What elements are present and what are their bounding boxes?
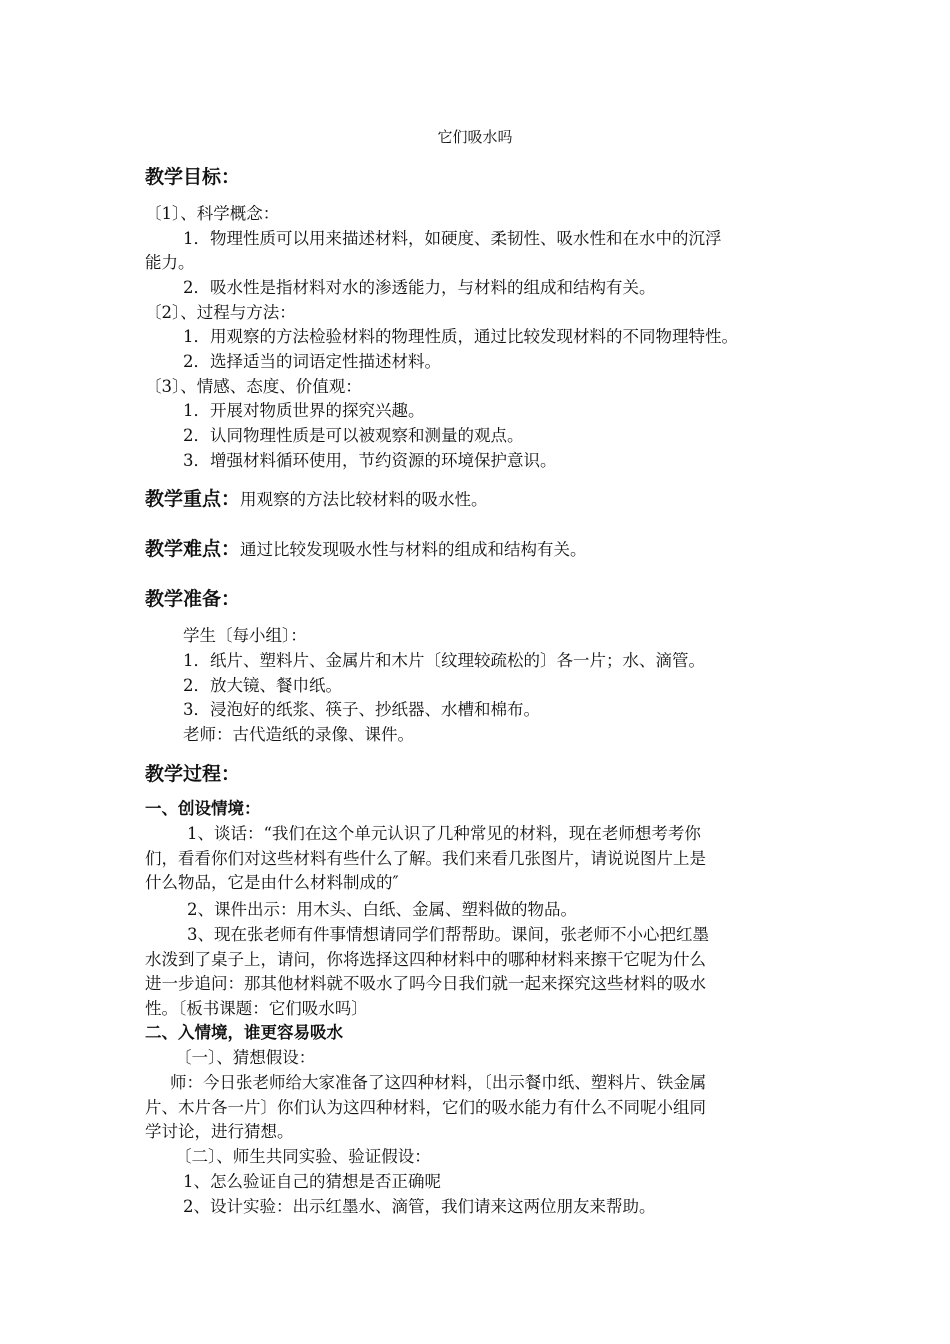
difficulty-label: 教学难点： xyxy=(145,538,241,560)
part1-p1-line1: 1、谈话：“我们在这个单元认识了几种常见的材料，现在老师想考考你 xyxy=(187,824,701,843)
part2-t1-line2: 片、木片各一片〕你们认为这四种材料，它们的吸水能力有什么不同呢小组同 xyxy=(145,1098,706,1117)
objective-section-3: 〔3〕、情感、态度、价值观： xyxy=(145,377,362,396)
part2-v1: 1、怎么验证自己的猜想是否正确呢 xyxy=(183,1172,441,1191)
part1-p3-line3: 进一步追问：那其他材料就不吸水了吗今日我们就一起来探究这些材料的吸水 xyxy=(145,974,706,993)
part2-t1-line1: 师：今日张老师给大家准备了这四种材料，〔出示餐巾纸、塑料片、铁金属 xyxy=(170,1073,707,1092)
objectives-heading: 教学目标： xyxy=(145,166,241,188)
part1-p1-line3: 什么物品，它是由什么材料制成的″ xyxy=(145,873,399,892)
part2-v2: 2、设计实验：出示红墨水、滴管，我们请来这两位朋友来帮助。 xyxy=(183,1197,656,1216)
difficulty-text: 通过比较发现吸水性与材料的组成和结构有关。 xyxy=(240,540,587,559)
preparation-students: 学生〔每小组〕： xyxy=(183,626,307,645)
focus-line xyxy=(145,486,488,513)
focus-text: 用观察的方法比较材料的吸水性。 xyxy=(240,490,488,509)
part2-heading: 二、入情境，谁更容易吸水 xyxy=(145,1023,343,1042)
part2-t1-line3: 学讨论，进行猜想。 xyxy=(145,1122,294,1141)
focus-label: 教学重点： xyxy=(145,488,241,510)
objective-2-1: 1．用观察的方法检验材料的物理性质，通过比较发现材料的不同物理特性。 xyxy=(183,327,738,346)
objective-section-2: 〔2〕、过程与方法： xyxy=(145,303,296,322)
preparation-item-1: 1．纸片、塑料片、金属片和木片〔纹理较疏松的〕各一片；水、滴管。 xyxy=(183,651,705,670)
part1-p3-line2: 水泼到了桌子上，请问，你将选择这四种材料中的哪种材料来擦干它呢为什么 xyxy=(145,950,706,969)
objective-section-1: 〔1〕、科学概念： xyxy=(145,204,280,223)
preparation-heading: 教学准备： xyxy=(145,588,241,610)
part2-sub2: 〔二〕、师生共同实验、验证假设： xyxy=(175,1147,431,1166)
preparation-teacher: 老师：古代造纸的录像、课件。 xyxy=(183,725,414,744)
document-title: 它们吸水吗 xyxy=(437,128,513,146)
objective-3-2: 2．认同物理性质是可以被观察和测量的观点。 xyxy=(183,426,524,445)
part1-heading: 一、创设情境： xyxy=(145,799,261,818)
preparation-item-2: 2．放大镜、餐巾纸。 xyxy=(183,676,342,695)
part1-p1-line2: 们，看看你们对这些材料有些什么了解。我们来看几张图片，请说说图片上是 xyxy=(145,849,706,868)
objective-2-2: 2．选择适当的词语定性描述材料。 xyxy=(183,352,441,371)
difficulty-line xyxy=(145,536,587,563)
objective-1-1-line2: 能力。 xyxy=(145,253,195,272)
part2-sub1: 〔一〕、猜想假设： xyxy=(175,1048,316,1067)
objective-1-1-line1: 1．物理性质可以用来描述材料，如硬度、柔韧性、吸水性和在水中的沉浮 xyxy=(183,229,722,248)
objective-1-2: 2．吸水性是指材料对水的渗透能力，与材料的组成和结构有关。 xyxy=(183,278,656,297)
part1-p3-line1: 3、现在张老师有件事情想请同学们帮帮助。课间，张老师不小心把红墨 xyxy=(187,925,709,944)
part1-p3-line4: 性。〔板书课题：它们吸水吗〕 xyxy=(145,999,368,1018)
part1-p2: 2、课件出示：用木头、白纸、金属、塑料做的物品。 xyxy=(187,900,577,919)
objective-3-3: 3．增强材料循环使用，节约资源的环境保护意识。 xyxy=(183,451,557,470)
objective-3-1: 1．开展对物质世界的探究兴趣。 xyxy=(183,401,425,420)
preparation-item-3: 3．浸泡好的纸浆、筷子、抄纸器、水槽和棉布。 xyxy=(183,700,540,719)
process-heading: 教学过程： xyxy=(145,763,241,785)
